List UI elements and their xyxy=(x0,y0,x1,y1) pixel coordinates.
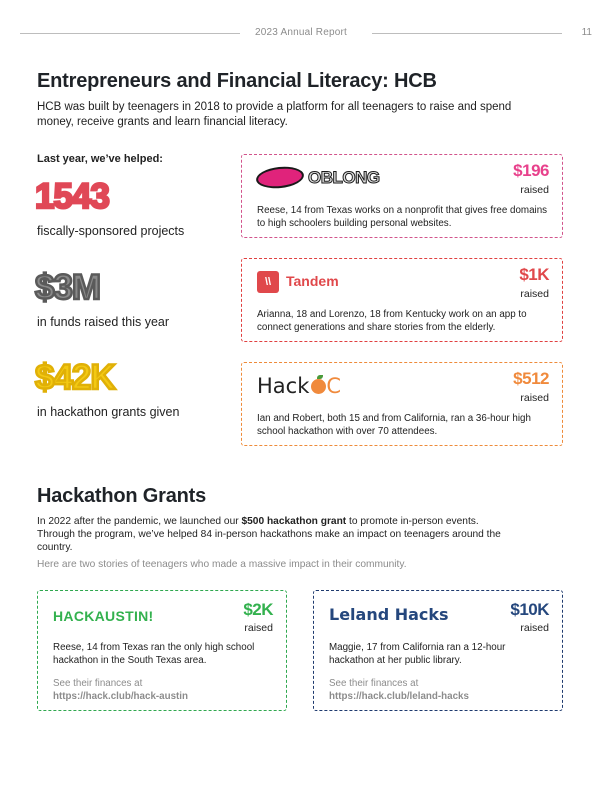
oblong-amount: $196 xyxy=(513,161,549,180)
leland-finances-label: See their finances at xyxy=(329,678,419,689)
tandem-raised: raised xyxy=(520,288,549,300)
leland-raised: raised xyxy=(520,622,549,634)
hcb-heading: Entrepreneurs and Financial Literacy: HCB xyxy=(37,70,437,92)
grants-sub: Here are two stories of teenagers who made a massive impact in their community. xyxy=(37,559,407,570)
hackaustin-card xyxy=(37,590,287,711)
hackoc-card xyxy=(241,362,563,446)
hackoc-logo-text-b: C xyxy=(326,374,342,398)
tandem-amount: $1K xyxy=(519,265,549,284)
leland-amount: $10K xyxy=(510,600,549,619)
leland-card xyxy=(313,590,563,711)
hackaustin-finances xyxy=(53,677,188,703)
stat-grants-value: $42K xyxy=(35,358,115,397)
hackaustin-raised: raised xyxy=(244,622,273,634)
hackaustin-finances-link[interactable]: https://hack.club/hack-austin xyxy=(53,691,189,702)
hackaustin-description: Reese, 14 from Texas ran the only high school hackathon in the South Texas area. xyxy=(53,642,255,666)
leland-finances-link[interactable]: https://hack.club/leland-hacks xyxy=(329,691,469,702)
oblong-logo-text: OBLONG xyxy=(308,168,380,187)
report-title: 2023 Annual Report xyxy=(255,27,348,38)
hackoc-amount: $512 xyxy=(513,369,549,388)
page-number: 11 xyxy=(581,27,592,38)
leland-finances xyxy=(329,677,469,703)
oblong-description: Reese, 14 from Texas works on a nonprofit that gives free domains to high schoolers building personal websites. xyxy=(257,205,548,229)
tandem-description: Arianna, 18 and Lorenzo, 18 from Kentucky work on an app to connect generations and share stories from the elderly. xyxy=(257,309,527,333)
helped-label: Last year, we’ve helped: xyxy=(37,153,163,165)
header-rule-left xyxy=(20,33,240,34)
tandem-card xyxy=(241,258,563,342)
stat-funds-label: in funds raised this year xyxy=(37,315,170,329)
hackoc-logo-text-a: Hack xyxy=(257,374,310,398)
hackoc-raised: raised xyxy=(520,392,549,404)
leland-logo: Leland Hacks xyxy=(329,605,449,624)
stat-funds-value: $3M xyxy=(35,268,101,307)
grants-intro-b: to promote in-person events. Through the program, we’ve helped 84 in-person hackathons make an impact on teenagers around the country. xyxy=(37,516,501,553)
hackaustin-finances-label: See their finances at xyxy=(53,678,143,689)
grants-intro xyxy=(37,515,507,554)
stat-grants-label: in hackathon grants given xyxy=(37,405,180,419)
hackaustin-amount: $2K xyxy=(243,600,273,619)
header-rule-right xyxy=(372,33,562,34)
hackoc-logo xyxy=(257,374,341,400)
grants-intro-bold: $500 hackathon grant xyxy=(241,516,347,527)
hackaustin-logo: HACKAUSTIN! xyxy=(53,608,154,624)
oblong-card xyxy=(241,154,563,238)
oblong-logo xyxy=(256,165,396,191)
oblong-blob-icon xyxy=(255,165,305,191)
tandem-icon: \\ xyxy=(257,271,279,293)
page-header xyxy=(20,27,592,41)
leland-description: Maggie, 17 from California ran a 12-hour hackathon at her public library. xyxy=(329,642,506,666)
hcb-intro: HCB was built by teenagers in 2018 to provide a platform for all teenagers to raise and spend money, receive grants and learn financial literacy. xyxy=(37,101,512,128)
stat-projects-value: 1543 xyxy=(35,177,109,216)
oblong-raised: raised xyxy=(520,184,549,196)
grants-heading: Hackathon Grants xyxy=(37,485,207,507)
tandem-logo-text: Tandem xyxy=(286,273,339,289)
hackoc-description: Ian and Robert, both 15 and from California, ran a 36-hour high school hackathon with over 70 attendees. xyxy=(257,413,531,437)
orange-icon xyxy=(311,379,326,394)
stat-projects-label: fiscally-sponsored projects xyxy=(37,224,185,238)
grants-intro-a: In 2022 after the pandemic, we launched our xyxy=(37,516,242,527)
